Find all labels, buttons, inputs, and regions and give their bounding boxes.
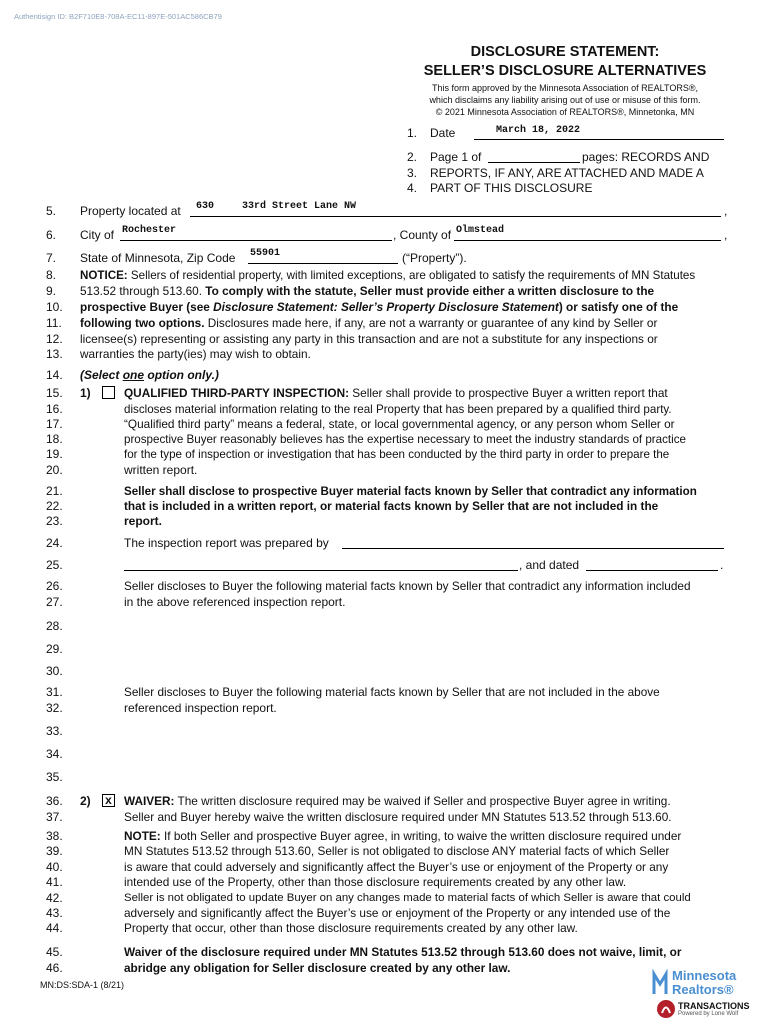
property-street: 33rd Street Lane NW	[242, 201, 357, 212]
line-number: 29.	[46, 642, 63, 656]
option2-line-43: adversely and significantly affect the Buyer’s use or enjoyment of the Property or any intended use of the	[124, 906, 671, 920]
line-number: 22.	[46, 499, 63, 513]
line-number: 10.	[46, 300, 63, 314]
city-value: Rochester	[122, 225, 177, 236]
city-label: City of	[80, 228, 115, 242]
option1-line-32: referenced inspection report.	[124, 701, 277, 715]
option2-line-39: MN Statutes 513.52 through 513.60, Seller is not obligated to disclose ANY material facts of which Seller	[124, 844, 670, 858]
option1-line-27: in the above referenced inspection report.	[124, 595, 346, 609]
line-number: 17.	[46, 417, 63, 431]
line-number: 15.	[46, 386, 63, 400]
option2-line-38: NOTE: If both Seller and prospective Buyer agree, in writing, to waive the written disclosure required under	[124, 829, 682, 843]
approved-line2: which disclaims any liability arising out of use or misuse of this form.	[429, 95, 701, 105]
logo-realtors: Realtors®	[672, 982, 734, 997]
date-field[interactable]	[474, 139, 724, 140]
approved-line3: © 2021 Minnesota Association of REALTORS®, Minnetonka, MN	[435, 107, 695, 117]
option1-line-24: The inspection report was prepared by	[124, 536, 329, 550]
line-number: 32.	[46, 701, 63, 715]
line-number: 24.	[46, 536, 63, 550]
option2-line-41: intended use of the Property, other than those disclosure requirements created by any other law.	[124, 875, 627, 889]
line-number: 35.	[46, 770, 63, 784]
inspection-date-field[interactable]	[586, 570, 718, 571]
option2-line-40: is aware that could adversely and significantly affect the Buyer’s use or enjoyment of the Property or any	[124, 860, 669, 874]
option1-line-16: discloses material information relating to the real Property that has been prepared by a qualified third party.	[124, 403, 672, 416]
option1-line-26: Seller discloses to Buyer the following material facts known by Seller that contradict any information included	[124, 579, 691, 593]
line-number: 31.	[46, 685, 63, 699]
line-number: 40.	[46, 860, 63, 874]
dated-label: , and dated	[519, 558, 580, 572]
option2-line-46: abridge any obligation for Seller disclosure created by any other law.	[124, 961, 511, 975]
transactions-logo	[656, 998, 766, 1022]
option1-line-22: that is included in a written report, or material facts known by Seller that are not included in the	[124, 499, 659, 513]
line-number: 13.	[46, 347, 63, 361]
line-number: 46.	[46, 961, 63, 975]
option1-line-31: Seller discloses to Buyer the following material facts known by Seller that are not included in the above	[124, 685, 660, 699]
line-number: 1.	[407, 126, 418, 140]
line-number: 39.	[46, 844, 63, 858]
comma: ,	[724, 204, 728, 218]
notice-line-11: following two options. Disclosures made here, if any, are not a warranty or guarantee of any kind by Seller or	[80, 316, 658, 330]
option1-line-20: written report.	[124, 463, 198, 477]
option1-checkbox[interactable]	[102, 386, 115, 399]
option1-line-18: prospective Buyer reasonably believes has the expertise necessary to meet the industry standards of practice	[124, 433, 686, 446]
line-number: 37.	[46, 810, 63, 824]
logo-transactions: TRANSACTIONS	[678, 1001, 750, 1011]
comma: ,	[724, 228, 728, 242]
date-value: March 18, 2022	[496, 125, 581, 136]
line-number: 18.	[46, 432, 63, 446]
line-number: 25.	[46, 558, 63, 572]
line-number: 44.	[46, 921, 63, 935]
line-number: 3.	[407, 166, 418, 180]
form-title-line1: DISCLOSURE STATEMENT:	[470, 44, 660, 60]
option1-line-23: report.	[124, 514, 163, 528]
page-count-field[interactable]	[488, 162, 580, 163]
property-number: 630	[196, 201, 215, 212]
line-number: 20.	[46, 463, 63, 477]
approved-line1: This form approved by the Minnesota Association of REALTORS®,	[432, 83, 698, 93]
reports-line: REPORTS, IF ANY, ARE ATTACHED AND MADE A	[430, 166, 704, 180]
notice-line-12: licensee(s) representing or assisting any party in this transaction and are not a substitute for any inspections or	[80, 332, 658, 346]
period: .	[720, 558, 724, 572]
option2-line-44: Property that occur, other than those disclosure requirements created by any other law.	[124, 921, 578, 935]
option1-line-17: “Qualified third party” means a federal, state, or local governmental agency, or any person whom Seller or	[124, 417, 675, 431]
date-label: Date	[430, 126, 456, 140]
line-number: 14.	[46, 368, 63, 382]
notice-line-13: warranties the party(ies) may wish to obtain.	[80, 347, 311, 361]
option1-line-19: for the type of inspection or investigation that has been conducted by the third party in order to prepare the	[124, 448, 670, 461]
property-address-field[interactable]	[190, 216, 721, 217]
line-number: 19.	[46, 447, 63, 461]
option2-line-45: Waiver of the disclosure required under MN Statutes 513.52 through 513.60 does not waive, limit, or	[124, 945, 682, 959]
option2-line-36: WAIVER: The written disclosure required may be waived if Seller and prospective Buyer agree in writing.	[124, 794, 671, 808]
line-number: 34.	[46, 747, 63, 761]
line-number: 4.	[407, 181, 418, 195]
line-number: 45.	[46, 945, 63, 959]
line-number: 5.	[46, 204, 57, 218]
city-field[interactable]	[120, 240, 392, 241]
line-number: 16.	[46, 402, 63, 416]
line-number: 26.	[46, 579, 63, 593]
line-number: 23.	[46, 514, 63, 528]
option2-number: 2)	[80, 794, 91, 808]
page-suffix: pages: RECORDS AND	[582, 150, 710, 164]
property-suffix: (“Property”).	[402, 251, 467, 265]
select-instruction: (Select one option only.)	[80, 368, 219, 382]
line-number: 12.	[46, 332, 63, 346]
notice-line-8: NOTICE: Sellers of residential property, with limited exceptions, are obligated to satisfy the requirements of MN Statutes	[80, 269, 696, 282]
option2-line-37: Seller and Buyer hereby waive the written disclosure required under MN Statutes 513.52 through 513.60.	[124, 810, 672, 824]
page-label: Page 1 of	[430, 150, 482, 164]
line-number: 30.	[46, 664, 63, 678]
state-label: State of Minnesota, Zip Code	[80, 251, 236, 265]
notice-line-10: prospective Buyer (see Disclosure Statement: Seller’s Property Disclosure Statement) or satisfy one of the	[80, 300, 679, 314]
inspection-preparer-field-2[interactable]	[124, 570, 518, 571]
logo-minnesota: Minnesota	[672, 968, 737, 983]
form-title-line2: SELLER’S DISCLOSURE ALTERNATIVES	[423, 63, 707, 79]
line-number: 7.	[46, 251, 57, 265]
minnesota-realtors-logo	[652, 968, 762, 998]
option1-number: 1)	[80, 386, 91, 400]
authentisign-id: Authentisign ID: B2F710E8-708A-EC11-897E-501AC586CB79	[14, 12, 222, 21]
zip-field[interactable]	[248, 263, 398, 264]
option1-line-21: Seller shall disclose to prospective Buyer material facts known by Seller that contradict any information	[124, 485, 697, 498]
county-label: , County of	[393, 228, 452, 242]
property-label: Property located at	[80, 204, 181, 218]
line-number: 42.	[46, 891, 63, 905]
logo-tagline: Powered by Lone Wolf	[678, 1011, 739, 1017]
line-number: 11.	[46, 316, 62, 330]
option2-checkbox[interactable]: x	[102, 794, 115, 807]
inspection-preparer-field[interactable]	[342, 548, 724, 549]
county-field[interactable]	[454, 240, 721, 241]
line-number: 8.	[46, 268, 57, 282]
option2-line-42: Seller is not obligated to update Buyer on any changes made to material facts of which Seller is aware that could	[124, 892, 691, 904]
line-number: 9.	[46, 284, 57, 298]
form-code: MN:DS:SDA-1 (8/21)	[40, 980, 125, 990]
line-number: 6.	[46, 228, 57, 242]
transactions-icon	[656, 998, 676, 1020]
notice-line-9: 513.52 through 513.60. To comply with the statute, Seller must provide either a written disclosure to the	[80, 284, 655, 298]
line-number: 36.	[46, 794, 63, 808]
line-number: 41.	[46, 875, 63, 889]
line-number: 33.	[46, 724, 63, 738]
line-number: 28.	[46, 619, 63, 633]
line-number: 27.	[46, 595, 63, 609]
line-number: 38.	[46, 829, 63, 843]
option1-line-15: QUALIFIED THIRD-PARTY INSPECTION: Seller shall provide to prospective Buyer a written report that	[124, 386, 668, 400]
line-number: 2.	[407, 150, 418, 164]
zip-value: 55901	[250, 248, 281, 259]
part-line: PART OF THIS DISCLOSURE	[430, 181, 593, 195]
line-number: 21.	[46, 484, 63, 498]
county-value: Olmstead	[456, 225, 505, 236]
line-number: 43.	[46, 906, 63, 920]
